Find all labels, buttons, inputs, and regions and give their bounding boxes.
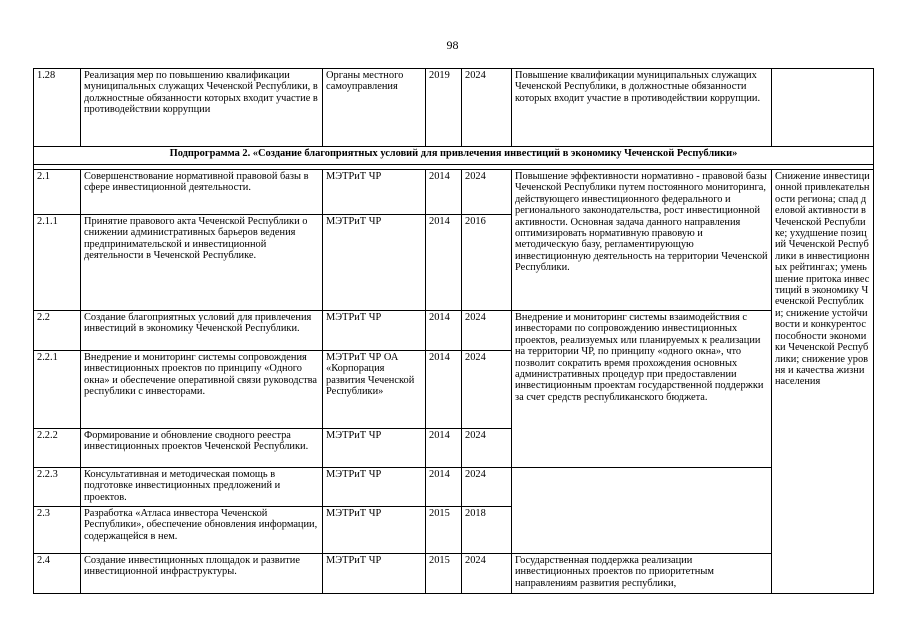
subprogram-row xyxy=(34,147,874,165)
cell-consequence xyxy=(772,69,874,147)
cell-measure: Формирование и обновление сводного реестра инвестиционных проектов Чеченской Республики. xyxy=(81,429,323,468)
cell-end-year: 2024 xyxy=(462,170,512,215)
cell-num: 2.3 xyxy=(34,507,81,554)
cell-end-year: 2024 xyxy=(462,468,512,507)
cell-num: 2.2.2 xyxy=(34,429,81,468)
cell-start-year: 2014 xyxy=(426,429,462,468)
cell-start-year: 2014 xyxy=(426,351,462,429)
cell-measure: Разработка «Атласа инвестора Чеченской Республики», обеспечение обновления информации, содержащейся в нем. xyxy=(81,507,323,554)
cell-start-year: 2014 xyxy=(426,170,462,215)
table-row xyxy=(34,69,874,147)
cell-executor: МЭТРиТ ЧР xyxy=(323,507,426,554)
cell-result: Повышение эффективности нормативно - правовой базы Чеченской Республики путем постоянного мониторинга, действующего инвестиционного федерального и регионального законодательства, рост инвестиционной активности. Основная задача данного направления оптимизировать нормативную правовую и методическую базу, регламентирующую инвестиционную деятельность на территории Чеченской Республики. xyxy=(512,170,772,311)
cell-num: 2.2 xyxy=(34,311,81,351)
cell-measure: Совершенствование нормативной правовой базы в сфере инвестиционной деятельности. xyxy=(81,170,323,215)
table-row xyxy=(34,468,874,507)
cell-measure: Создание благоприятных условий для привлечения инвестиций в экономику Чеченской Республики. xyxy=(81,311,323,351)
cell-executor: МЭТРиТ ЧР xyxy=(323,468,426,507)
cell-measure: Реализация мер по повышению квалификации муниципальных служащих Чеченской Республики, в должностные обязанности которых входит участие в противодействии коррупции xyxy=(81,69,323,147)
cell-executor: МЭТРиТ ЧР xyxy=(323,554,426,594)
cell-num: 2.4 xyxy=(34,554,81,594)
table-row xyxy=(34,170,874,215)
cell-num: 1.28 xyxy=(34,69,81,147)
cell-measure: Создание инвестиционных площадок и развитие инвестиционной инфраструктуры. xyxy=(81,554,323,594)
page-number: 98 xyxy=(446,38,459,52)
cell-num: 2.2.3 xyxy=(34,468,81,507)
cell-result: Внедрение и мониторинг системы взаимодействия с инвесторами по сопровождению инвестиционных проектов, реализуемых или планируемых к реализации на территории ЧР, по принципу «одного окна», что позволит сократить время прохождения основных административных процедур при предоставлении инвестиционным проектам государственной поддержки за счет средств республиканского бюджета. xyxy=(512,311,772,468)
cell-end-year: 2024 xyxy=(462,69,512,147)
cell-num: 2.2.1 xyxy=(34,351,81,429)
cell-end-year: 2024 xyxy=(462,429,512,468)
cell-start-year: 2019 xyxy=(426,69,462,147)
cell-result: Повышение квалификации муниципальных служащих Чеченской Республики, в должностные обязанности которых входит участие в противодействии коррупции. xyxy=(512,69,772,147)
cell-executor: МЭТРиТ ЧР xyxy=(323,170,426,215)
cell-executor: МЭТРиТ ЧР xyxy=(323,215,426,311)
cell-num: 2.1.1 xyxy=(34,215,81,311)
cell-start-year: 2015 xyxy=(426,554,462,594)
cell-measure: Внедрение и мониторинг системы сопровождения инвестиционных проектов по принципу «Одного окна» и обеспечение оперативной связи руководства республики с инвесторами. xyxy=(81,351,323,429)
cell-end-year: 2018 xyxy=(462,507,512,554)
cell-end-year: 2016 xyxy=(462,215,512,311)
table-row xyxy=(34,311,874,351)
cell-end-year: 2024 xyxy=(462,311,512,351)
cell-end-year: 2024 xyxy=(462,554,512,594)
table-row xyxy=(34,554,874,594)
subprogram-title: Подпрограмма 2. «Создание благоприятных условий для привлечения инвестиций в экономику Чеченской Республики» xyxy=(34,147,874,165)
cell-start-year: 2014 xyxy=(426,468,462,507)
cell-num: 2.1 xyxy=(34,170,81,215)
cell-start-year: 2014 xyxy=(426,311,462,351)
cell-measure: Принятие правового акта Чеченской Республики о снижении административных барьеров ведения предпринимательской и инвестиционной деятельности в Чеченской Республике. xyxy=(81,215,323,311)
cell-end-year: 2024 xyxy=(462,351,512,429)
cell-start-year: 2014 xyxy=(426,215,462,311)
cell-start-year: 2015 xyxy=(426,507,462,554)
cell-result xyxy=(512,468,772,554)
program-measures-table xyxy=(33,68,874,594)
cell-executor: МЭТРиТ ЧР ОА «Корпорация развития Чеченской Республики» xyxy=(323,351,426,429)
cell-executor: МЭТРиТ ЧР xyxy=(323,311,426,351)
cell-consequence: Снижение инвестиционной привлекательности региона; спад деловой активности в Чеченской Республике; ухудшение позиций Чеченской Республики в инвестиционных рейтингах; уменьшение притока инвестиций в экономику Чеченской Республики; снижение устойчивости и конкурентоспособности экономики Чеченской Республики; снижение уровня и качества жизни населения xyxy=(772,170,874,594)
cell-result: Государственная поддержка реализации инвестиционных проектов по приоритетным направлениям развития республики, xyxy=(512,554,772,594)
cell-executor: МЭТРиТ ЧР xyxy=(323,429,426,468)
cell-measure: Консультативная и методическая помощь в подготовке инвестиционных предложений и проектов. xyxy=(81,468,323,507)
cell-executor: Органы местного самоуправления xyxy=(323,69,426,147)
